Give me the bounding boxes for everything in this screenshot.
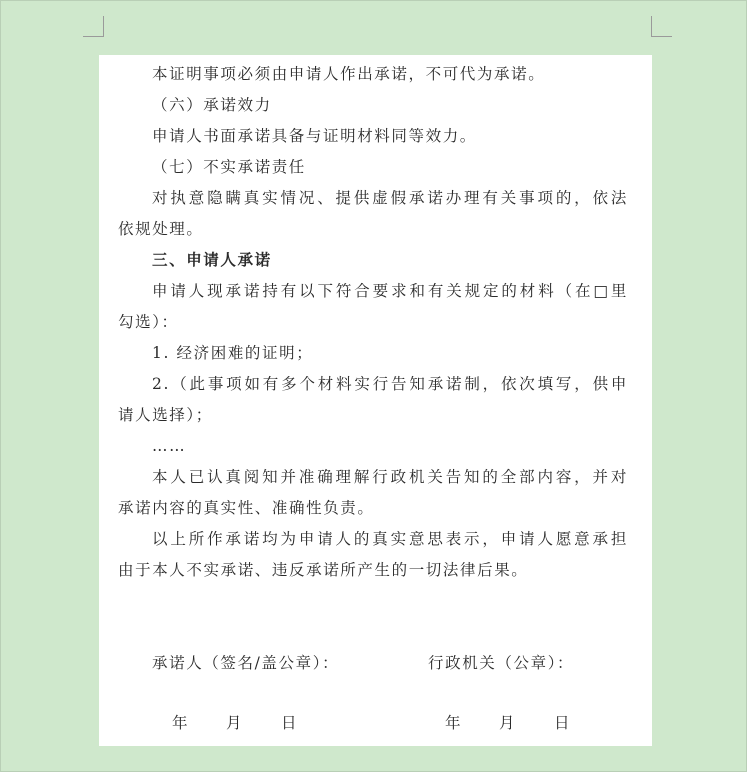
agency-seal-label: 行政机关（公章）： [428,654,575,672]
document-page [99,55,652,746]
paragraph-line: 勾选）： [118,313,179,331]
margin-crop-mark-right [651,16,672,37]
agency-date-month: 月 [499,714,517,732]
paragraph-line: 承诺内容的真实性、准确性负责。 [118,499,375,517]
document-body [118,59,628,739]
promiser-signature-label: 承诺人（签名/盖公章）： [152,654,340,672]
agency-date-day: 日 [554,714,572,732]
paragraph-line: 本证明事项必须由申请人作出承诺，不可代为承诺。 [152,65,546,83]
ellipsis-line: …… [152,437,187,455]
promiser-date-day: 日 [281,714,299,732]
agency-date-year: 年 [445,714,463,732]
section-subheading: （六）承诺效力 [152,96,272,114]
paragraph-line: 本人已认真阅知并准确理解行政机关告知的全部内容，并对 [152,468,628,486]
paragraph-line: 以上所作承诺均为申请人的真实意思表示，申请人愿意承担 [152,530,628,548]
date-row [118,708,628,739]
section-subheading: （七）不实承诺责任 [152,158,306,176]
list-item: 2.（此事项如有多个材料实行告知承诺制，依次填写，供申 [152,375,628,393]
promiser-date-year: 年 [172,714,190,732]
paragraph-line: 对执意隐瞒真实情况、提供虚假承诺办理有关事项的，依法 [152,189,628,207]
promiser-date-month: 月 [226,714,244,732]
signature-spacer [118,586,628,648]
paragraph-line: 申请人书面承诺具备与证明材料同等效力。 [152,127,477,145]
paragraph-line: 依规处理。 [118,220,204,238]
list-item: 1. 经济困难的证明； [152,344,314,362]
paragraph-line: 请人选择）； [118,406,213,424]
paragraph-line: 申请人现承诺持有以下符合要求和有关规定的材料（在□里 [152,282,628,300]
margin-crop-mark-left [83,16,104,37]
signature-row [118,648,628,679]
section-heading: 三、申请人承诺 [152,251,272,269]
paragraph-line: 由于本人不实承诺、违反承诺所产生的一切法律后果。 [118,561,529,579]
